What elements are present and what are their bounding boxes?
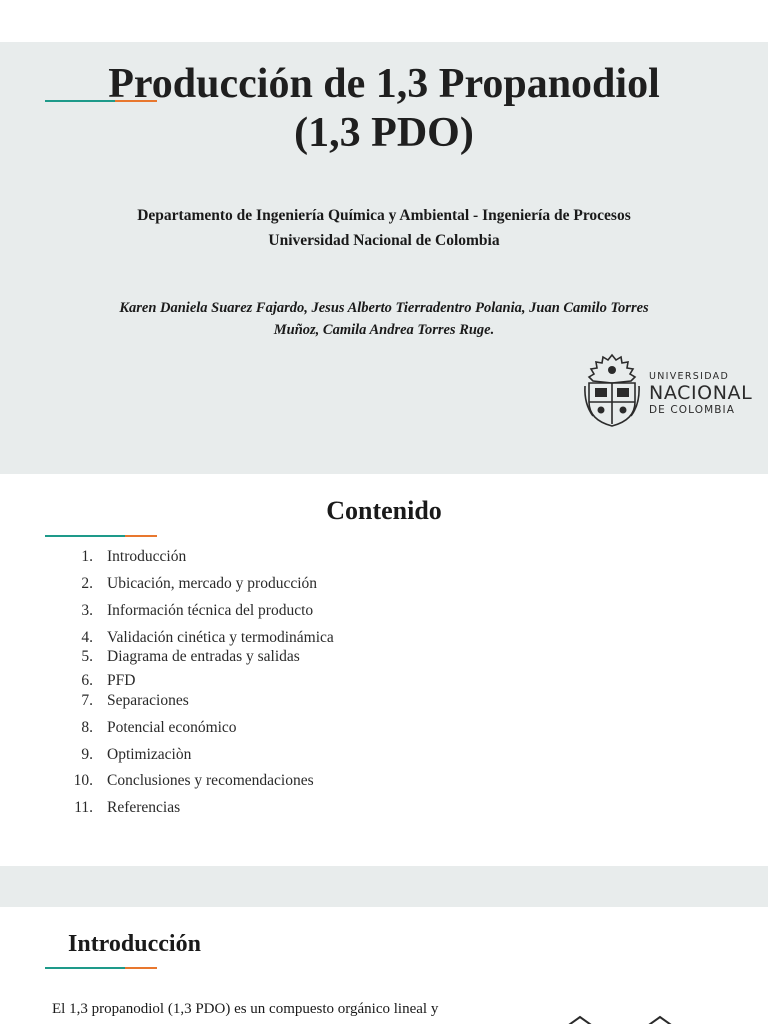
slide-separator (0, 866, 768, 907)
contents-slide: Contenido 1. Introducción 2. Ubicación, mercado y producción 3. Información técnica del producto 4. Validación cinética y termodinámica 5. Diagrama de entradas y salidas 6. PFD 7. Separaciones 8. Potencial económico 9. Optimizaciòn 10. Conclusiones y recomendaciones 11. Referencias (0, 474, 768, 866)
hexagon-molecule-icon (560, 1015, 680, 1024)
introduction-accent-line (45, 967, 157, 969)
university-name: Universidad Nacional de Colombia (268, 232, 500, 249)
logo-wordmark (649, 371, 752, 416)
affiliation (30, 203, 738, 253)
department-name: Departamento de Ingeniería Química y Ambiental - Ingeniería de Procesos (137, 207, 631, 224)
contents-accent-line (45, 535, 157, 537)
authors-line-2: Muñoz, Camila Andrea Torres Ruge. (273, 322, 495, 338)
author-list (40, 297, 728, 341)
presentation-title (40, 60, 728, 158)
introduction-slide (0, 907, 768, 1024)
logo-text-universidad: UNIVERSIDAD (649, 371, 730, 382)
paragraph-line-1: El 1,3 propanodiol (1,3 PDO) es un compuesto orgánico lineal y (52, 1001, 439, 1017)
introduction-title: Introducción (68, 931, 201, 957)
university-logo (583, 352, 763, 428)
title-line-1: Producción de 1,3 Propanodiol (108, 61, 660, 107)
contents-title: Contenido (326, 496, 442, 525)
university-seal-icon (583, 352, 641, 428)
logo-text-nacional: NACIONAL (649, 382, 753, 404)
title-slide (0, 42, 768, 474)
title-line-2: (1,3 PDO) (294, 110, 474, 156)
introduction-paragraph (52, 999, 482, 1019)
logo-text-de-colombia: DE COLOMBIA (649, 404, 736, 416)
authors-line-1: Karen Daniela Suarez Fajardo, Jesus Alberto Tierradentro Polania, Juan Camilo Torres (119, 300, 649, 316)
